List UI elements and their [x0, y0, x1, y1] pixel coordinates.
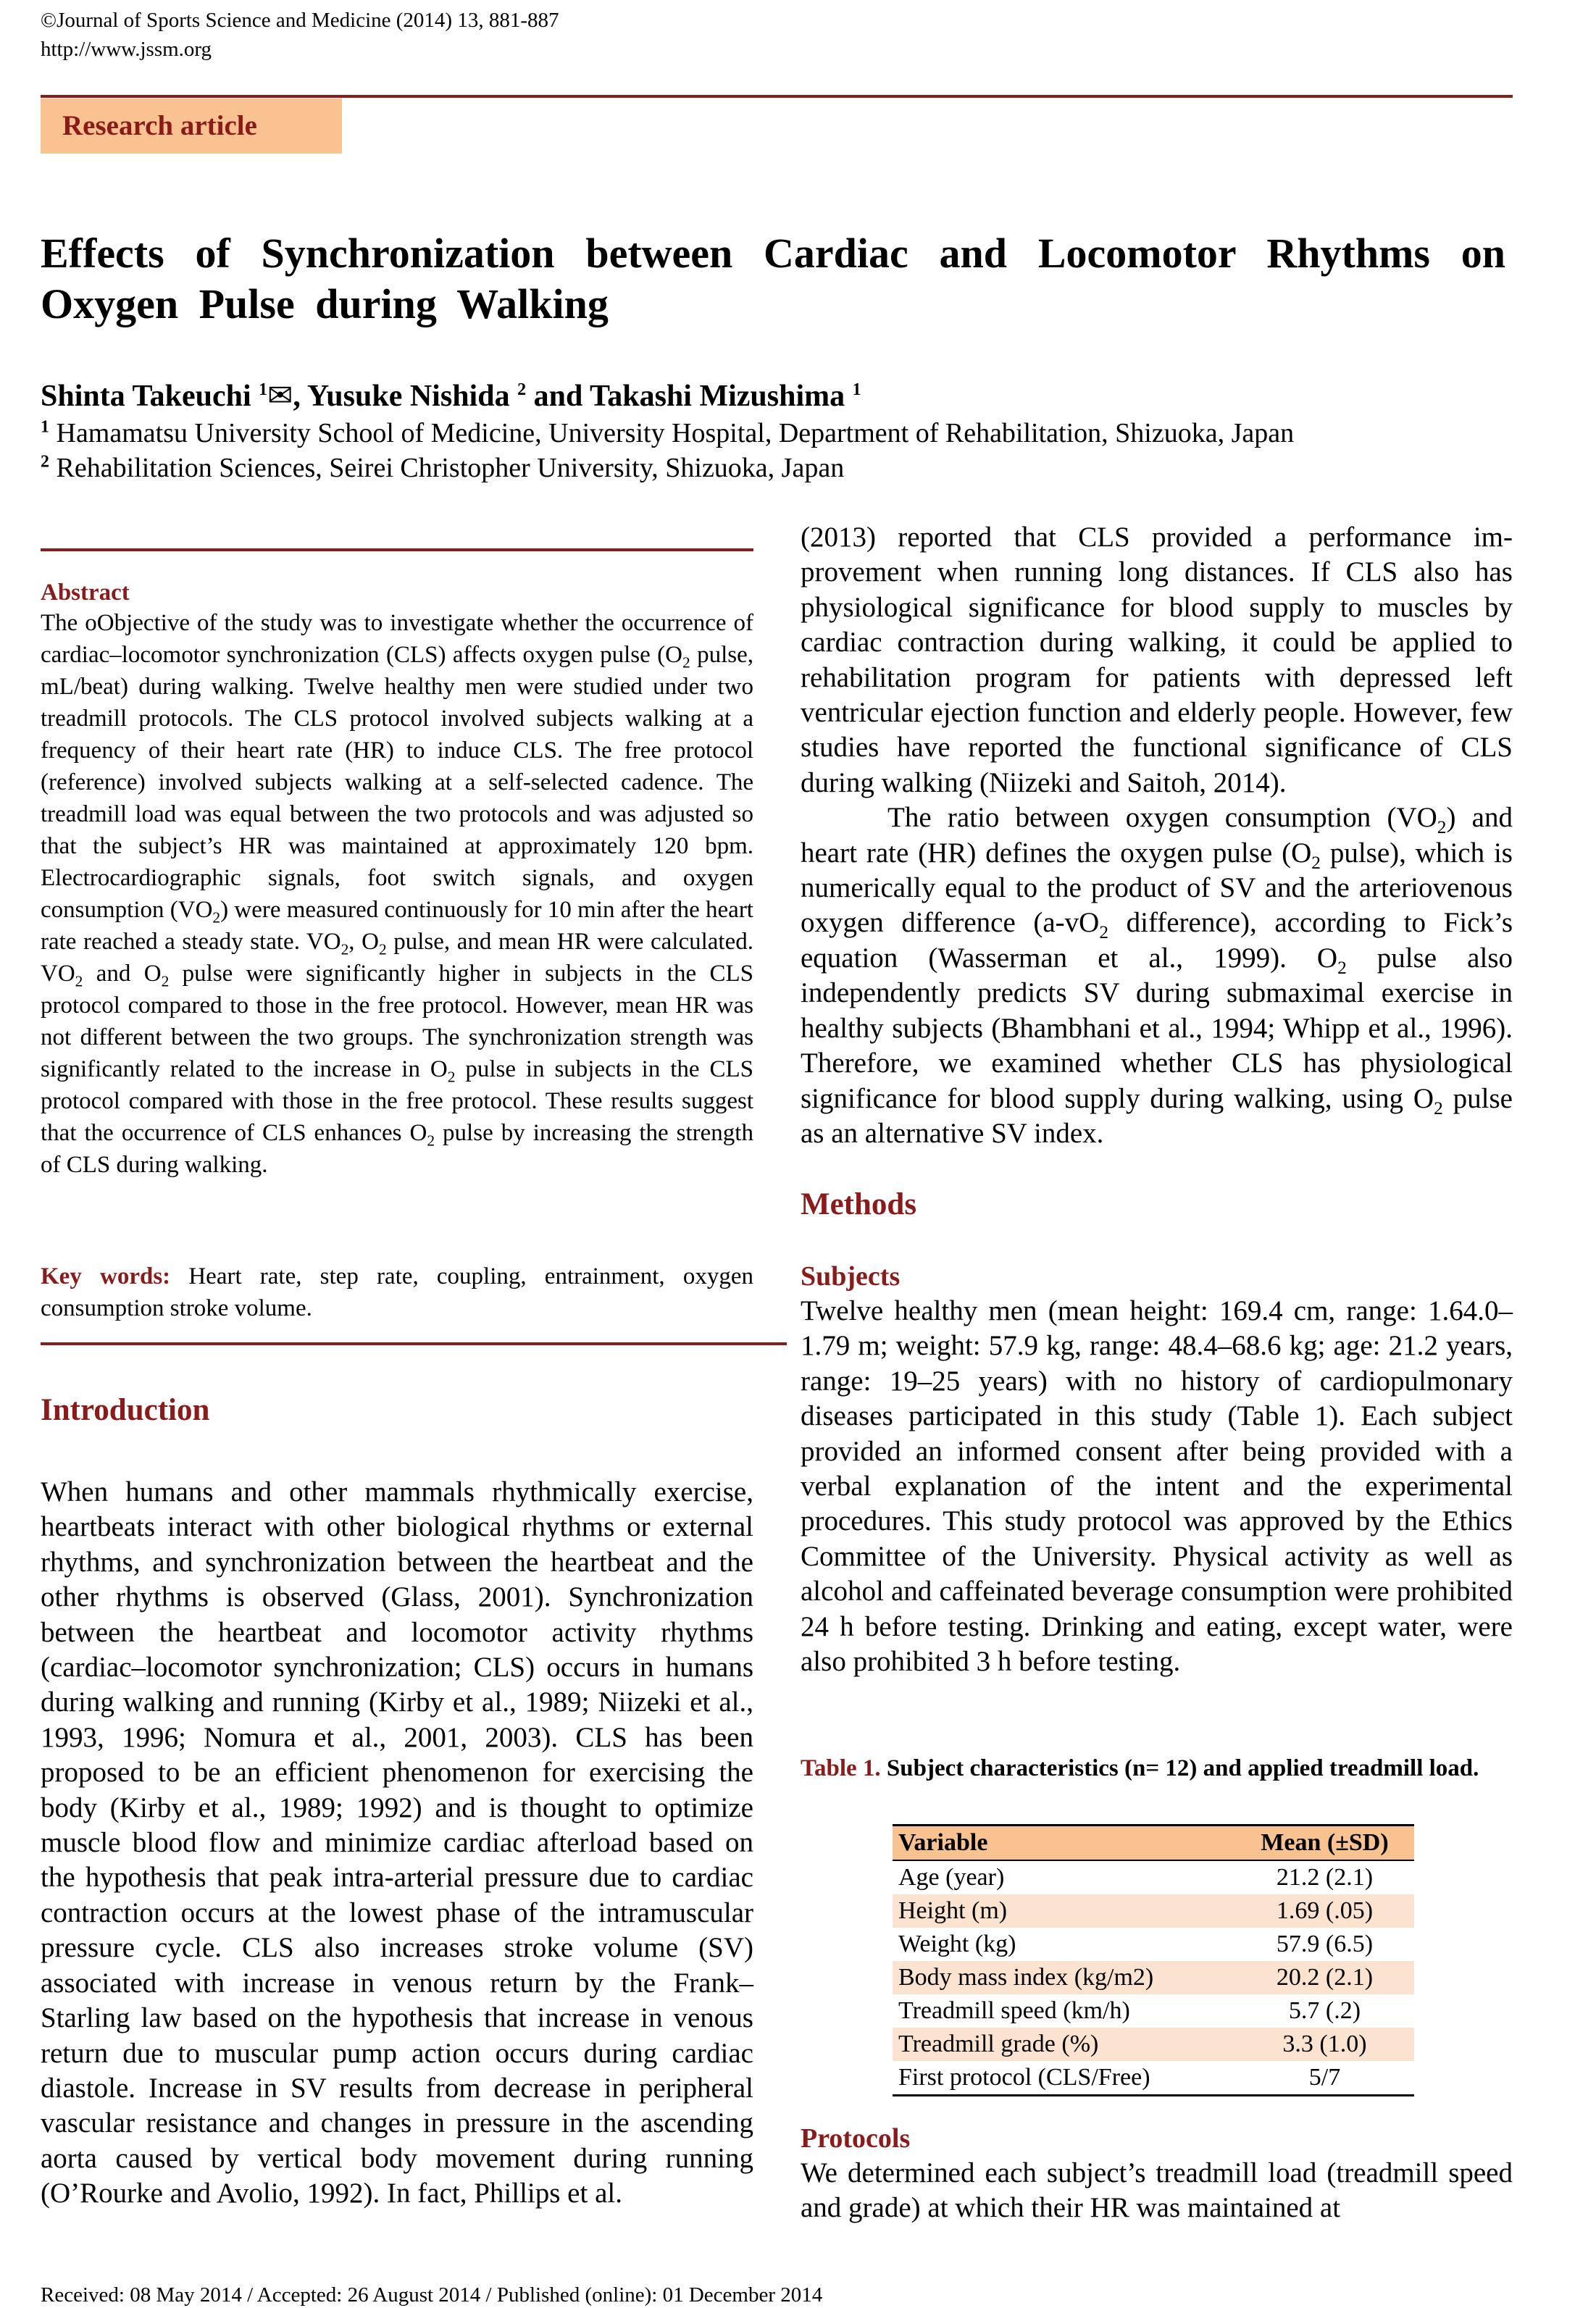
article-type-badge: Research article	[41, 99, 342, 154]
table-header-mean: Mean (±SD)	[1235, 1826, 1414, 1861]
protocols-text: We determined each subject’s treadmill load (treadmill speed and grade) at which their HR was maintained at	[801, 2157, 1513, 2224]
introduction-text: When humans and other mammals rhythmically exercise, heartbeats interact with other biological rhythms or external rhythms, and synchronization between the heartbeat and the other rhythms is observed (Glass, 2001). Synchronization between the heartbeat and locomotor activity rhythms (cardiac–locomotor synchronization; CLS) occurs in humans during walking and running (Kirby et al., 1989; Niizeki et al., 1993, 1996; Nomura et al., 2001, 2003). CLS has been proposed to be an efficient phenomenon for exercising the body (Kirby et al., 1989; 1992) and is thought to optimize muscle blood flow and minimize cardiac afterload based on the hypothesis that peak intra-arterial pressure due to cardiac contraction occurs at the lowest phase of the intramuscular pressure cycle. CLS also increases stroke volume (SV) associated with increase in venous return by the Frank–Starling law based on the hypothesis that increase in venous return due to muscular pump action occurs during cardiac diastole. Increase in SV results from decrease in peripheral vascular resistance and changes in pressure in the ascending aorta caused by vertical body movement during running (O’Rourke and Avolio, 1992). In fact, Phillips et al.	[41, 1476, 753, 2209]
abstract-text: The oObjective of the study was to investigate whether the occurrence of cardiac–locomotor synchronization (CLS) affects oxygen pulse ($O_2$ pulse, mL/beat) during walking. Twelve healthy men were studied under two treadmill protocols. The CLS protocol involved subjects walking at a frequency of their heart rate (HR) to induce CLS. The free protocol (reference) involved subjects walking at a self-selected cadence. The treadmill load was equal between the two protocols and was adjusted so that the subject’s HR was maintained at approximately 120 bpm. Electrocardiographic signals, foot switch signals, and oxygen consumption $(VO_2)$ were measured continuously for 10 min after the heart rate reached a steady state. $VO_2$, $O_2$ pulse, and mean HR were calculated. $VO_2$ and $O_2$ pulse were significantly higher in subjects in the CLS protocol compared to those in the free protocol. However, mean HR was not different between the two groups. The synchronization strength was significantly related to the increase in $O_2$ pulse in subjects in the CLS protocol compared with those in the free protocol. These results suggest that the occurrence of CLS enhances $O_2$ pulse by increasing the strength of CLS during walking.	[41, 610, 753, 1178]
abstract-body	[41, 607, 753, 1181]
publication-dates: Received: 08 May 2014 / Accepted: 26 August 2014 / Published (online): 01 December 2014	[41, 2283, 823, 2307]
mail-icon[interactable]: ✉	[267, 380, 293, 413]
subjects-text: Twelve healthy men (mean height: 169.4 cm, range: 1.64.0–1.79 m; weight: 57.9 kg, range: 48.4–68.6 kg; age: 21.2 years, range: 19–25 years) with no history of cardiopulmonary diseases participated in this study (Table 1). Each subject provided an informed consent after being provided with a verbal explanation of the intent and the experimental procedures. This study protocol was approved by the Ethics Committee of the University. Physical activity as well as alcohol and caffeinated beverage consumption were prohibited 24 h before testing. Drinking and eating, except water, were also prohibited 3 h before testing.	[801, 1295, 1513, 1678]
table-1-caption-text: Subject characteristics (n= 12) and applied treadmill load.	[880, 1755, 1479, 1781]
affiliation-1-text: Hamamatsu University School of Medicine, University Hospital, Department of Rehabilitation, Shizuoka, Japan	[56, 418, 1295, 448]
subjects-body	[801, 1294, 1513, 1679]
author-2-affil: 2	[517, 380, 527, 399]
table-row: Weight (kg) 57.9 (6.5)	[898, 1931, 1374, 1957]
author-line	[41, 377, 861, 416]
keywords-label: Key words:	[41, 1263, 171, 1289]
subjects-heading: Subjects	[801, 1261, 901, 1292]
protocols-heading: Protocols	[801, 2123, 911, 2154]
table-1-caption	[801, 1753, 1513, 1784]
journal-line: ©Journal of Sports Science and Medicine (2014) 13, 881-887	[41, 9, 559, 32]
table-1-label: Table 1.	[801, 1755, 881, 1781]
keywords-text: Heart rate, step rate, coupling, entrainment, oxygen consumption stroke volume.	[41, 1263, 753, 1321]
header-rule	[41, 95, 1513, 98]
table-row: Body mass index (kg/m2) 20.2 (2.1)	[893, 1961, 1414, 1994]
table-row: Treadmill grade (%) 3.3 (1.0)	[893, 2028, 1414, 2061]
affiliation-2-text: Rehabilitation Sciences, Seirei Christopher University, Shizuoka, Japan	[56, 453, 845, 483]
table-row: Treadmill speed (km/h) 5.7 (.2)	[898, 1997, 1361, 2024]
table-1	[893, 1824, 1414, 2096]
introduction-heading: Introduction	[41, 1393, 210, 1427]
journal-url[interactable]: http://www.jssm.org	[41, 38, 212, 61]
author-3: and Takashi Mizushima	[533, 380, 845, 413]
intro-para-1: (2013) reported that CLS provided a performance improvement when running long distances. If CLS also has physiological significance for blood supply to muscles by cardiac contraction during walking, it could be applied to rehabilitation program for patients with depressed left ventricular ejection function and elderly people. However, few studies have reported the functional significance of CLS during walking (Niizeki and Saitoh, 2014).	[801, 522, 1513, 798]
methods-heading: Methods	[801, 1187, 917, 1221]
affiliation-2	[41, 451, 844, 485]
table-header-variable: Variable	[893, 1826, 1235, 1861]
table-row: Height (m) 1.69 (.05)	[893, 1894, 1414, 1928]
affiliation-1-num: 1	[41, 417, 49, 437]
introduction-body	[41, 1475, 753, 2212]
table-row: First protocol (CLS/Free) 5/7	[893, 2061, 1414, 2096]
keywords-bottom-rule	[41, 1342, 787, 1345]
abstract-heading: Abstract	[41, 580, 130, 606]
abstract-top-rule	[41, 548, 753, 551]
author-1: Shinta Takeuchi	[41, 380, 251, 413]
affiliation-2-num: 2	[41, 452, 49, 472]
affiliation-1	[41, 416, 1294, 451]
protocols-body	[801, 2156, 1513, 2226]
author-3-affil: 1	[852, 380, 861, 399]
intro-continued	[801, 520, 1513, 1151]
table-row: Age (year) 21.2 (2.1)	[898, 1864, 1374, 1891]
keywords	[41, 1260, 753, 1324]
intro-para-2: The ratio between oxygen consumption $(VO_2)$ and heart rate (HR) defines the oxygen pulse ($O_2$ pulse), which is numerically equal to the product of SV and the arteriovenous oxygen difference ($a-vO_2$ difference), according to Fick’s equation (Wasserman et al., 1999). $O_2$ pulse also independently predicts SV during submaximal exercise in healthy subjects (Bhambhani et al., 1994; Whipp et al., 1996). Therefore, we examined whether CLS has physiological significance for blood supply during walking, using $O_2$ pulse as an alternative SV index.	[801, 802, 1513, 1149]
author-2: , Yusuke Nishida	[293, 380, 510, 413]
table-header-row	[893, 1826, 1414, 1861]
author-1-affil: 1	[259, 380, 268, 399]
page-title: Effects of Synchronization between Cardiac and Locomotor Rhythms on Oxygen Pulse during Walking	[41, 230, 1505, 327]
